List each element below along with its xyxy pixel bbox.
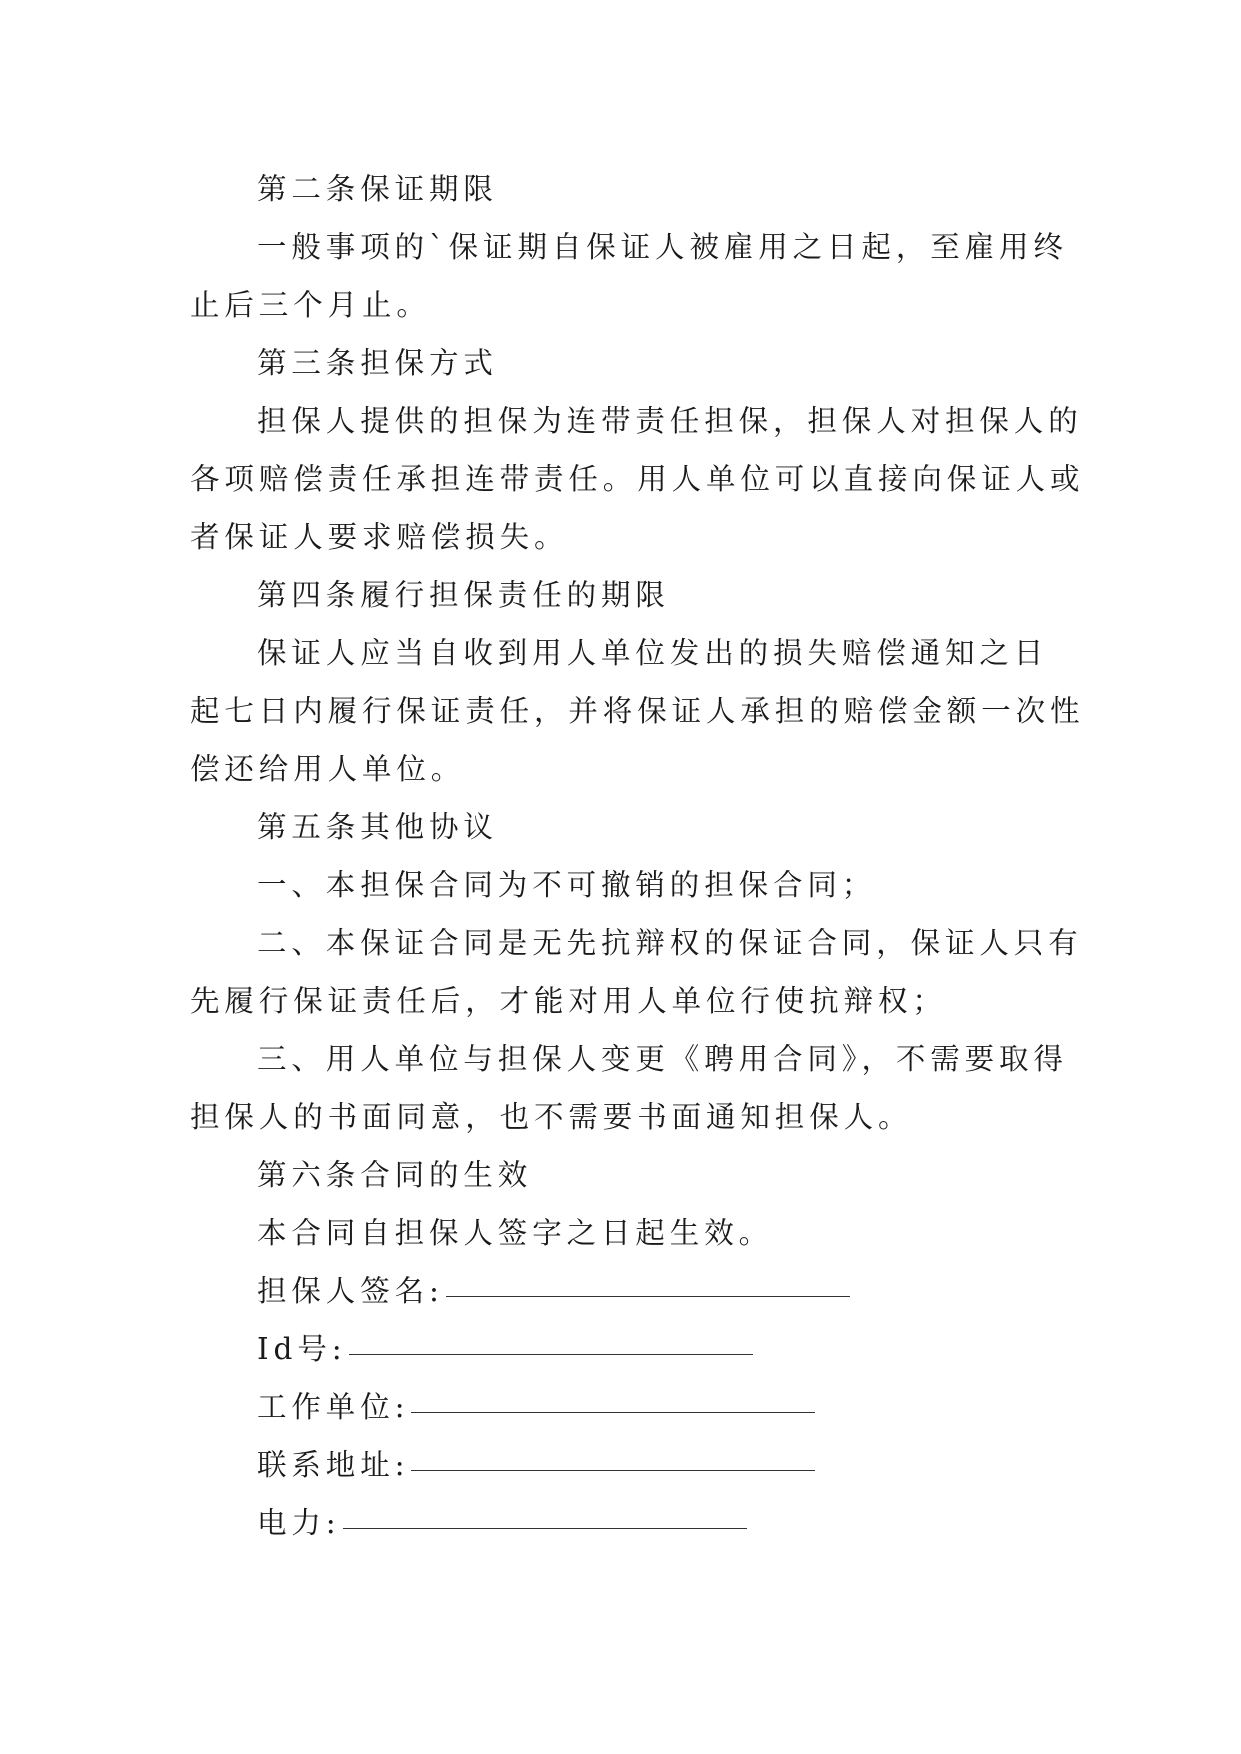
article-3-heading: 第三条担保方式 (257, 346, 498, 380)
work-unit-blank[interactable] (411, 1412, 815, 1413)
article-2-text-line-1: 一般事项的`保证期自保证人被雇用之日起，至雇用终 (257, 230, 1068, 264)
contact-address-blank[interactable] (411, 1470, 815, 1471)
article-5-heading: 第五条其他协议 (257, 810, 498, 844)
article-6-text: 本合同自担保人签字之日起生效。 (257, 1216, 774, 1250)
field-contact-address (190, 1436, 1050, 1494)
article-3-text-line-2: 各项赔偿责任承担连带责任。用人单位可以直接向保证人或 (190, 462, 1085, 496)
field-label-guarantor-signature: 担保人签名: (257, 1274, 444, 1308)
article-3-text-line-1: 担保人提供的担保为连带责任担保，担保人对担保人的 (257, 404, 1083, 438)
article-5-clause-2-line-2: 先履行保证责任后，才能对用人单位行使抗辩权； (190, 984, 947, 1018)
article-5-clause-3-line-2: 担保人的书面同意，也不需要书面通知担保人。 (190, 1100, 913, 1134)
article-2-heading: 第二条保证期限 (257, 172, 498, 206)
article-5-clause-1: 一、本担保合同为不可撤销的担保合同； (257, 868, 877, 902)
field-id-number (190, 1320, 1050, 1378)
field-phone (190, 1494, 1050, 1552)
field-label-phone: 电力: (257, 1506, 341, 1540)
article-4-text-line-3: 偿还给用人单位。 (190, 752, 466, 786)
article-5-clause-2-line-1: 二、本保证合同是无先抗辩权的保证合同，保证人只有 (257, 926, 1083, 960)
field-label-contact-address: 联系地址: (257, 1448, 410, 1482)
field-label-id-number: Id号: (257, 1332, 347, 1366)
field-label-work-unit: 工作单位: (257, 1390, 410, 1424)
field-guarantor-signature (190, 1262, 1050, 1320)
article-2-text-line-2: 止后三个月止。 (190, 288, 431, 322)
field-work-unit (190, 1378, 1050, 1436)
guarantor-signature-blank[interactable] (446, 1296, 850, 1297)
article-4-heading: 第四条履行担保责任的期限 (257, 578, 670, 612)
id-number-blank[interactable] (349, 1354, 753, 1355)
article-4-text-line-1: 保证人应当自收到用人单位发出的损失赔偿通知之日 (257, 636, 1049, 670)
phone-blank[interactable] (343, 1528, 747, 1529)
document-body (190, 160, 1085, 1552)
article-4-text-line-2: 起七日内履行保证责任，并将保证人承担的赔偿金额一次性 (190, 694, 1085, 728)
article-5-clause-3-line-1: 三、用人单位与担保人变更《聘用合同》，不需要取得 (257, 1042, 1068, 1076)
article-6-heading: 第六条合同的生效 (257, 1158, 533, 1192)
article-3-text-line-3: 者保证人要求赔偿损失。 (190, 520, 569, 554)
